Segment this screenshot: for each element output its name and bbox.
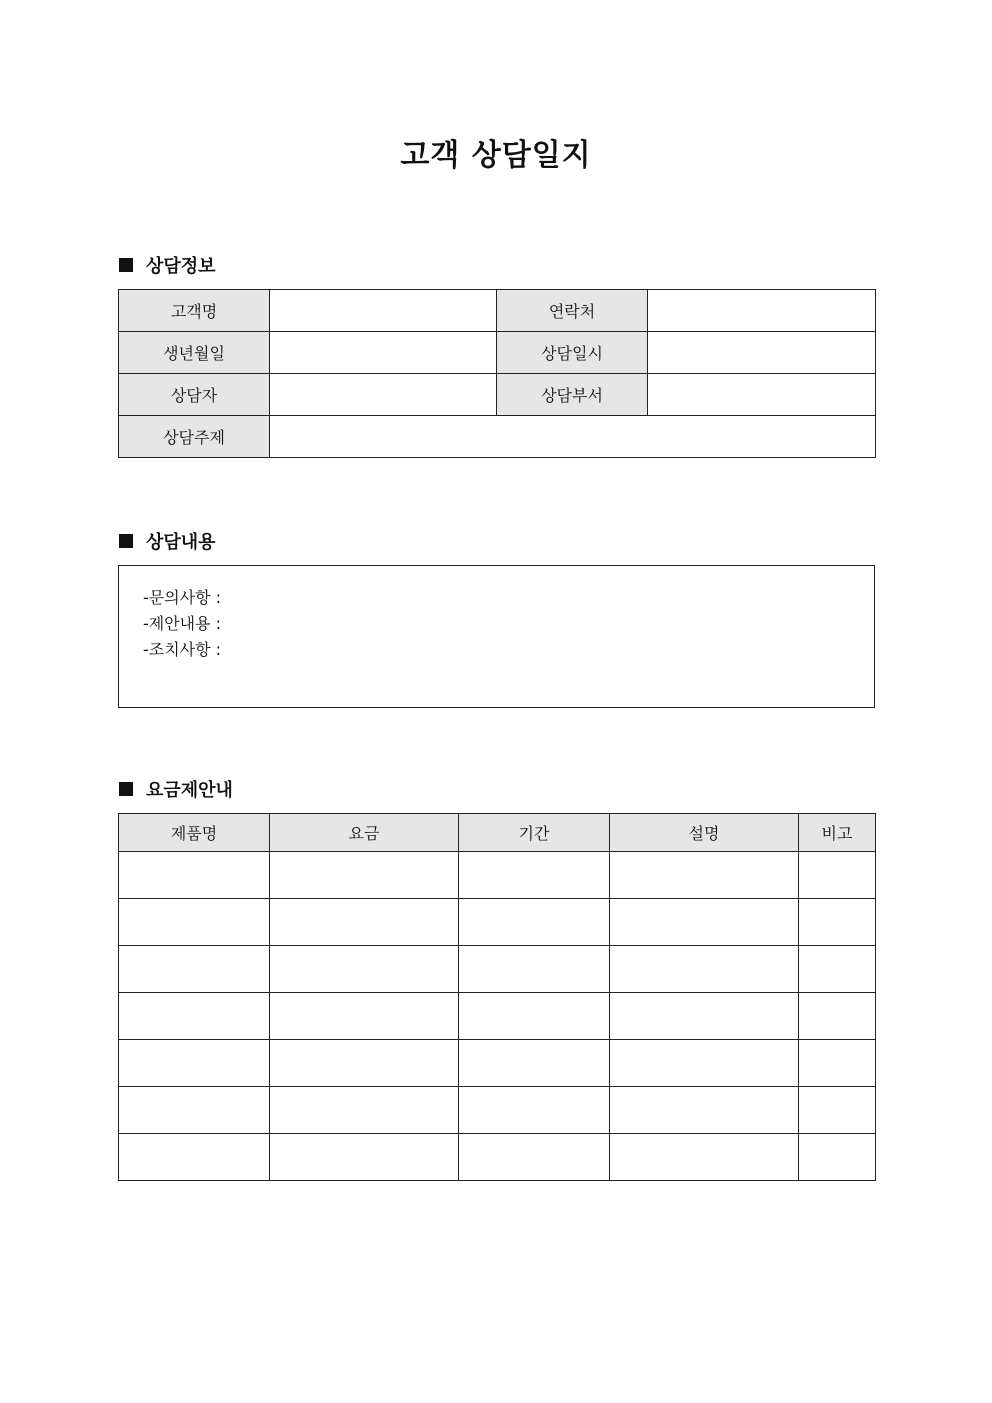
inquiry-line: -문의사항 : [143,588,222,607]
fee-cell[interactable] [270,852,459,899]
product-name-cell[interactable] [119,852,270,899]
consult-datetime-field[interactable] [648,332,876,374]
column-header-period: 기간 [459,814,610,852]
table-row [119,899,876,946]
consult-datetime-label: 상담일시 [497,332,648,374]
product-name-cell[interactable] [119,993,270,1040]
fee-cell[interactable] [270,1134,459,1181]
remarks-cell[interactable] [799,899,876,946]
description-cell[interactable] [610,1087,799,1134]
section-heading-label: 요금제안내 [146,780,233,801]
table-row [119,374,876,416]
table-row [119,993,876,1040]
topic-label: 상담주제 [119,416,270,458]
square-bullet-icon [119,534,133,548]
square-bullet-icon [119,782,133,796]
document-title: 고객 상담일지 [400,138,592,173]
remarks-cell[interactable] [799,1040,876,1087]
period-cell[interactable] [459,993,610,1040]
contact-field[interactable] [648,290,876,332]
product-name-cell[interactable] [119,1087,270,1134]
section-heading-consult-content [119,529,216,553]
description-cell[interactable] [610,899,799,946]
consult-content-box[interactable] [118,565,875,708]
period-cell[interactable] [459,852,610,899]
birth-date-label: 생년월일 [119,332,270,374]
period-cell[interactable] [459,946,610,993]
period-cell[interactable] [459,899,610,946]
section-heading-label: 상담내용 [146,532,216,553]
consult-info-table [118,289,876,458]
table-row [119,1040,876,1087]
description-cell[interactable] [610,946,799,993]
description-cell[interactable] [610,993,799,1040]
remarks-cell[interactable] [799,1087,876,1134]
period-cell[interactable] [459,1040,610,1087]
period-cell[interactable] [459,1087,610,1134]
remarks-cell[interactable] [799,946,876,993]
period-cell[interactable] [459,1134,610,1181]
section-heading-label: 상담정보 [146,256,216,277]
table-row [119,332,876,374]
table-row [119,852,876,899]
action-line: -조치사항 : [143,640,222,659]
fee-cell[interactable] [270,946,459,993]
product-name-cell[interactable] [119,1134,270,1181]
fee-cell[interactable] [270,899,459,946]
product-name-cell[interactable] [119,899,270,946]
square-bullet-icon [119,258,133,272]
remarks-cell[interactable] [799,852,876,899]
remarks-cell[interactable] [799,993,876,1040]
table-row [119,290,876,332]
topic-field[interactable] [270,416,876,458]
proposal-line: -제안내용 : [143,614,222,633]
department-field[interactable] [648,374,876,416]
section-heading-fee-proposal [119,777,233,801]
product-name-cell[interactable] [119,946,270,993]
remarks-cell[interactable] [799,1134,876,1181]
column-header-fee: 요금 [270,814,459,852]
column-header-remarks: 비고 [799,814,876,852]
description-cell[interactable] [610,1134,799,1181]
counselor-field[interactable] [270,374,497,416]
column-header-description: 설명 [610,814,799,852]
table-row [119,416,876,458]
fee-cell[interactable] [270,1087,459,1134]
description-cell[interactable] [610,1040,799,1087]
fee-proposal-table [118,813,876,1181]
contact-label: 연락처 [497,290,648,332]
table-row [119,1087,876,1134]
counselor-label: 상담자 [119,374,270,416]
fee-cell[interactable] [270,993,459,1040]
description-cell[interactable] [610,852,799,899]
customer-name-field[interactable] [270,290,497,332]
birth-date-field[interactable] [270,332,497,374]
table-row [119,1134,876,1181]
department-label: 상담부서 [497,374,648,416]
section-heading-consult-info [119,253,216,277]
fee-cell[interactable] [270,1040,459,1087]
customer-name-label: 고객명 [119,290,270,332]
table-header-row [119,814,876,852]
table-row [119,946,876,993]
product-name-cell[interactable] [119,1040,270,1087]
column-header-product-name: 제품명 [119,814,270,852]
